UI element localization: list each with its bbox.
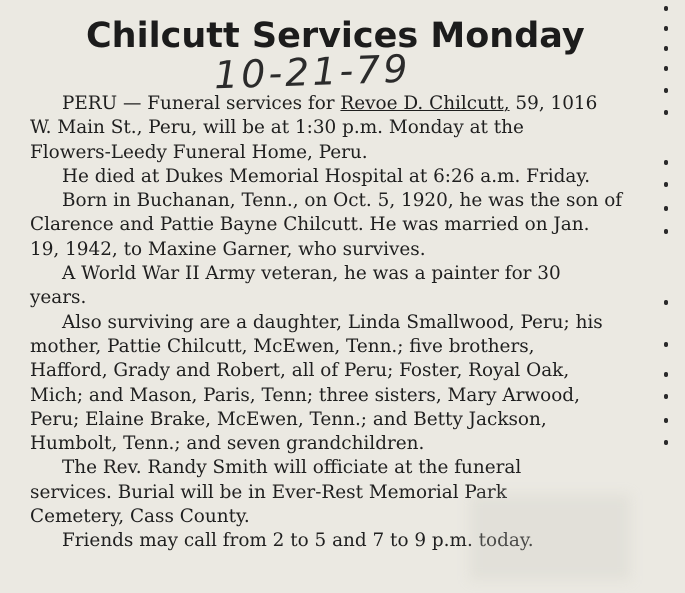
obituary-article [30, 92, 670, 554]
perforation-dot [664, 229, 668, 234]
handwritten-date: 10-21-79 [213, 46, 412, 98]
article-line: PERU — Funeral services for Revoe D. Chilcutt, 59, 1016 [62, 93, 598, 114]
perforation-dot [664, 342, 668, 347]
perforation-dot [664, 206, 668, 211]
article-line: Friends may call from 2 to 5 and 7 to 9 p.m. today. [62, 530, 534, 552]
article-line: W. Main St., Peru, will be at 1:30 p.m. Monday at the [30, 117, 524, 139]
article-line: years. [30, 287, 87, 309]
article-line: Hafford, Grady and Robert, all of Peru; Foster, Royal Oak, [30, 360, 570, 382]
article-line: Humbolt, Tenn.; and seven grandchildren. [30, 433, 425, 455]
perforation-dot [664, 440, 668, 445]
perforation-dot [664, 26, 668, 31]
article-line: Also surviving are a daughter, Linda Smallwood, Peru; his [62, 311, 603, 333]
article-line: 19, 1942, to Maxine Garner, who survives. [30, 238, 426, 260]
article-line: Cemetery, Cass County. [30, 506, 250, 528]
perforation-dot [664, 6, 668, 11]
perforation-dot [664, 300, 668, 305]
perforation-dot [664, 182, 668, 187]
perforation-dot [664, 66, 668, 71]
perforation-dot [664, 394, 668, 399]
article-line: The Rev. Randy Smith will officiate at the funeral [62, 457, 522, 479]
deceased-name: Revoe D. Chilcutt, [340, 93, 510, 114]
article-line: mother, Pattie Chilcutt, McEwen, Tenn.; five brothers, [30, 335, 535, 357]
article-line: services. Burial will be in Ever-Rest Memorial Park [30, 481, 507, 503]
article-line: Mich; and Mason, Paris, Tenn; three sisters, Mary Arwood, [30, 384, 580, 406]
perforation-dots [661, 0, 671, 593]
article-line: Clarence and Pattie Bayne Chilcutt. He was married on Jan. [30, 214, 590, 236]
article-line: Peru; Elaine Brake, McEwen, Tenn.; and Betty Jackson, [30, 408, 547, 430]
paper-smudge [470, 495, 630, 580]
perforation-dot [664, 418, 668, 423]
article-line: A World War II Army veteran, he was a painter for 30 [62, 263, 561, 285]
headline: Chilcutt Services Monday [86, 16, 585, 56]
perforation-dot [664, 160, 668, 165]
article-line: Born in Buchanan, Tenn., on Oct. 5, 1920, he was the son of [62, 190, 623, 212]
perforation-dot [664, 46, 668, 51]
perforation-dot [664, 110, 668, 115]
article-line: Flowers-Leedy Funeral Home, Peru. [30, 141, 368, 163]
article-line: He died at Dukes Memorial Hospital at 6:26 a.m. Friday. [62, 165, 591, 187]
perforation-dot [664, 88, 668, 93]
perforation-dot [664, 372, 668, 377]
